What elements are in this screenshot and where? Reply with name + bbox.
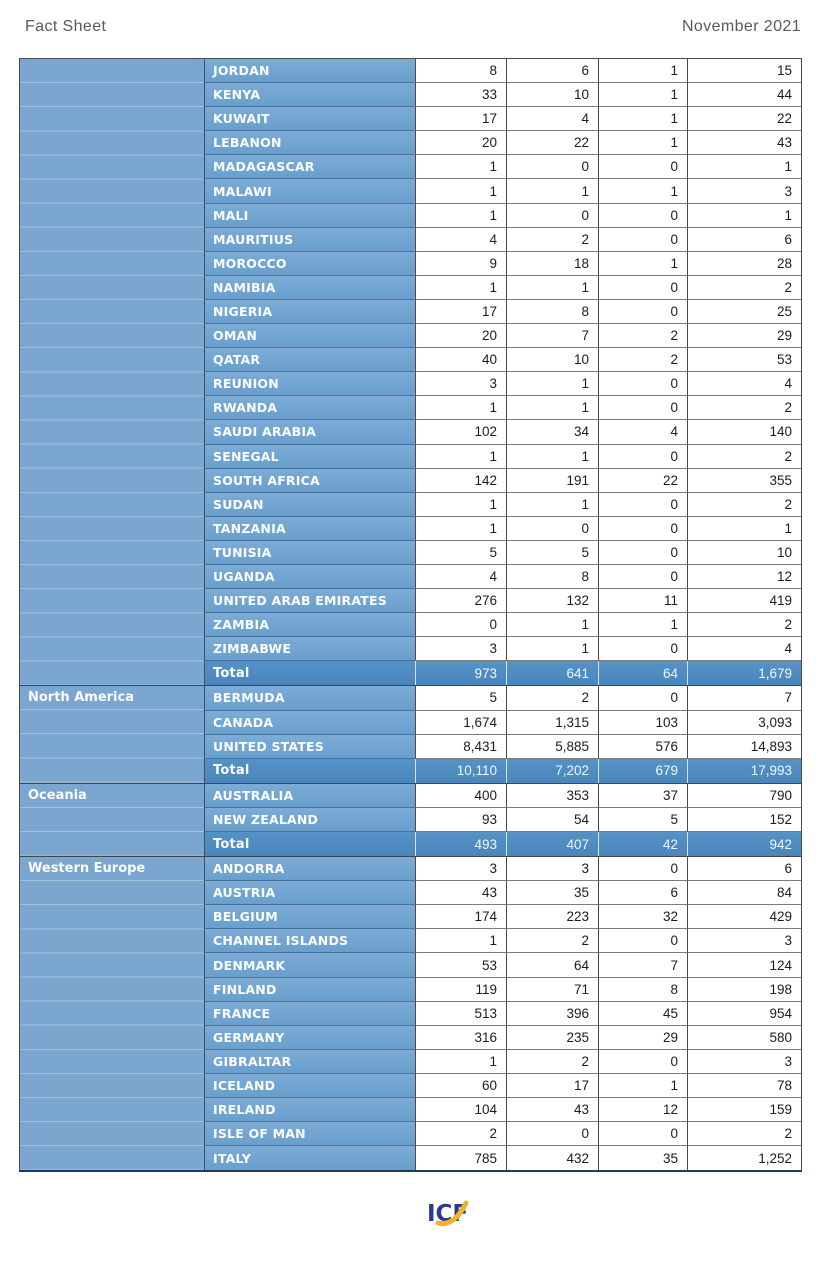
- value-cell: 5: [415, 686, 506, 710]
- icf-logo-text: ICF: [427, 1201, 469, 1227]
- value-cell: 5: [598, 808, 687, 832]
- value-cell: 513: [415, 1002, 506, 1026]
- value-cell: 1,674: [415, 711, 506, 735]
- country-cell: SENEGAL: [205, 445, 415, 469]
- value-cell: 3,093: [687, 711, 801, 735]
- value-cell: 1: [598, 107, 687, 131]
- country-cell: MOROCCO: [205, 252, 415, 276]
- value-cell: 8: [506, 300, 598, 324]
- country-cell: AUSTRIA: [205, 881, 415, 905]
- value-cell: 198: [687, 978, 801, 1002]
- value-cell: 1: [506, 396, 598, 420]
- value-cell: 0: [506, 204, 598, 228]
- total-value-cell: 493: [415, 832, 506, 856]
- value-cell: 45: [598, 1002, 687, 1026]
- value-cell: 84: [687, 881, 801, 905]
- value-cell: 2: [598, 324, 687, 348]
- table-row: [205, 1146, 801, 1170]
- value-cell: 22: [598, 469, 687, 493]
- value-cell: 2: [506, 929, 598, 953]
- total-value-cell: 641: [506, 661, 598, 685]
- table-row: [205, 252, 801, 276]
- value-cell: 1: [506, 445, 598, 469]
- value-cell: 0: [598, 686, 687, 710]
- value-cell: 34: [506, 420, 598, 444]
- value-cell: 1: [687, 204, 801, 228]
- country-cell: ISLE OF MAN: [205, 1122, 415, 1146]
- table-row: [205, 881, 801, 905]
- value-cell: 1: [506, 493, 598, 517]
- value-cell: 14,893: [687, 735, 801, 759]
- value-cell: 2: [506, 1050, 598, 1074]
- value-cell: 29: [598, 1026, 687, 1050]
- value-cell: 2: [415, 1122, 506, 1146]
- value-cell: 5: [506, 541, 598, 565]
- table-row: [205, 589, 801, 613]
- country-cell: GIBRALTAR: [205, 1050, 415, 1074]
- country-cell: ICELAND: [205, 1074, 415, 1098]
- value-cell: 119: [415, 978, 506, 1002]
- page-date: November 2021: [681, 18, 801, 35]
- page-title: Fact Sheet: [25, 18, 107, 35]
- value-cell: 355: [687, 469, 801, 493]
- value-cell: 4: [506, 107, 598, 131]
- value-cell: 104: [415, 1098, 506, 1122]
- value-cell: 6: [598, 881, 687, 905]
- table-row: [205, 784, 801, 808]
- value-cell: 12: [598, 1098, 687, 1122]
- country-cell: KUWAIT: [205, 107, 415, 131]
- country-cell: LEBANON: [205, 131, 415, 155]
- country-cell: UNITED STATES: [205, 735, 415, 759]
- value-cell: 1,252: [687, 1146, 801, 1170]
- value-cell: 10: [687, 541, 801, 565]
- value-cell: 235: [506, 1026, 598, 1050]
- value-cell: 43: [687, 131, 801, 155]
- value-cell: 1: [687, 517, 801, 541]
- country-cell: NEW ZEALAND: [205, 808, 415, 832]
- region-cell: [20, 857, 205, 1170]
- value-cell: 12: [687, 565, 801, 589]
- table-row: [205, 155, 801, 179]
- value-cell: 64: [506, 953, 598, 977]
- value-cell: 4: [687, 372, 801, 396]
- value-cell: 1: [598, 613, 687, 637]
- total-value-cell: 7,202: [506, 759, 598, 783]
- table-row: [205, 179, 801, 203]
- value-cell: 2: [687, 1122, 801, 1146]
- value-cell: 35: [506, 881, 598, 905]
- value-cell: 0: [598, 1050, 687, 1074]
- value-cell: 223: [506, 905, 598, 929]
- country-cell: QATAR: [205, 348, 415, 372]
- value-cell: 353: [506, 784, 598, 808]
- value-cell: 11: [598, 589, 687, 613]
- region-rows: [205, 857, 801, 1170]
- country-cell: ANDORRA: [205, 857, 415, 881]
- value-cell: 3: [415, 637, 506, 661]
- country-cell: IRELAND: [205, 1098, 415, 1122]
- value-cell: 576: [598, 735, 687, 759]
- region-section: [20, 59, 801, 685]
- value-cell: 1: [415, 179, 506, 203]
- value-cell: 140: [687, 420, 801, 444]
- value-cell: 3: [687, 179, 801, 203]
- value-cell: 790: [687, 784, 801, 808]
- value-cell: 7: [687, 686, 801, 710]
- value-cell: 93: [415, 808, 506, 832]
- value-cell: 54: [506, 808, 598, 832]
- table-row: [205, 204, 801, 228]
- value-cell: 0: [598, 857, 687, 881]
- region-section: [20, 685, 801, 782]
- value-cell: 1: [415, 493, 506, 517]
- country-cell: ZIMBABWE: [205, 637, 415, 661]
- region-rows: [205, 59, 801, 685]
- table-row: [205, 613, 801, 637]
- value-cell: 2: [506, 686, 598, 710]
- value-cell: 0: [506, 517, 598, 541]
- region-section: [20, 856, 801, 1170]
- table-row: [205, 445, 801, 469]
- value-cell: 1: [506, 637, 598, 661]
- country-cell: TUNISIA: [205, 541, 415, 565]
- value-cell: 40: [415, 348, 506, 372]
- value-cell: 0: [598, 204, 687, 228]
- value-cell: 1: [506, 276, 598, 300]
- country-cell: GERMANY: [205, 1026, 415, 1050]
- value-cell: 429: [687, 905, 801, 929]
- value-cell: 191: [506, 469, 598, 493]
- total-value-cell: 17,993: [687, 759, 801, 783]
- value-cell: 419: [687, 589, 801, 613]
- value-cell: 4: [598, 420, 687, 444]
- value-cell: 1: [415, 445, 506, 469]
- value-cell: 1: [598, 252, 687, 276]
- value-cell: 2: [687, 396, 801, 420]
- table-row: [205, 131, 801, 155]
- table-row: [205, 396, 801, 420]
- value-cell: 103: [598, 711, 687, 735]
- country-cell: KENYA: [205, 83, 415, 107]
- value-cell: 0: [598, 1122, 687, 1146]
- country-cell: MALAWI: [205, 179, 415, 203]
- total-label: Total: [205, 832, 415, 856]
- value-cell: 15: [687, 59, 801, 83]
- value-cell: 400: [415, 784, 506, 808]
- table-row: [205, 1098, 801, 1122]
- table-row: [205, 469, 801, 493]
- region-cell: [20, 59, 205, 685]
- table-row: [205, 228, 801, 252]
- table-row: [205, 420, 801, 444]
- value-cell: 37: [598, 784, 687, 808]
- value-cell: 4: [415, 565, 506, 589]
- value-cell: 1: [598, 179, 687, 203]
- value-cell: 7: [598, 953, 687, 977]
- value-cell: 1: [598, 83, 687, 107]
- country-cell: SUDAN: [205, 493, 415, 517]
- value-cell: 8: [506, 565, 598, 589]
- total-label: Total: [205, 759, 415, 783]
- table-row: [205, 324, 801, 348]
- value-cell: 1: [415, 276, 506, 300]
- value-cell: 1: [687, 155, 801, 179]
- value-cell: 5,885: [506, 735, 598, 759]
- value-cell: 7: [506, 324, 598, 348]
- region-rows: [205, 686, 801, 782]
- value-cell: 0: [506, 155, 598, 179]
- value-cell: 1: [598, 131, 687, 155]
- country-cell: ITALY: [205, 1146, 415, 1170]
- value-cell: 1: [598, 59, 687, 83]
- total-value-cell: 679: [598, 759, 687, 783]
- country-cell: SOUTH AFRICA: [205, 469, 415, 493]
- value-cell: 8,431: [415, 735, 506, 759]
- table-row: [205, 857, 801, 881]
- value-cell: 71: [506, 978, 598, 1002]
- table-row: [205, 1074, 801, 1098]
- region-label: Western Europe: [28, 861, 146, 877]
- value-cell: 6: [687, 857, 801, 881]
- value-cell: 580: [687, 1026, 801, 1050]
- country-cell: UNITED ARAB EMIRATES: [205, 589, 415, 613]
- value-cell: 0: [598, 541, 687, 565]
- country-cell: NIGERIA: [205, 300, 415, 324]
- value-cell: 4: [687, 637, 801, 661]
- value-cell: 20: [415, 131, 506, 155]
- value-cell: 1: [506, 179, 598, 203]
- table-row: [205, 300, 801, 324]
- value-cell: 3: [415, 372, 506, 396]
- country-cell: BELGIUM: [205, 905, 415, 929]
- value-cell: 35: [598, 1146, 687, 1170]
- country-cell: MALI: [205, 204, 415, 228]
- value-cell: 3: [687, 929, 801, 953]
- value-cell: 2: [687, 276, 801, 300]
- value-cell: 10: [506, 348, 598, 372]
- table-row: [205, 493, 801, 517]
- value-cell: 17: [506, 1074, 598, 1098]
- value-cell: 1: [598, 1074, 687, 1098]
- value-cell: 2: [506, 228, 598, 252]
- country-cell: CANADA: [205, 711, 415, 735]
- value-cell: 1: [415, 204, 506, 228]
- table-row: [205, 1122, 801, 1146]
- value-cell: 0: [506, 1122, 598, 1146]
- value-cell: 142: [415, 469, 506, 493]
- country-cell: REUNION: [205, 372, 415, 396]
- total-row: [205, 661, 801, 685]
- total-value-cell: 1,679: [687, 661, 801, 685]
- value-cell: 0: [598, 929, 687, 953]
- value-cell: 276: [415, 589, 506, 613]
- value-cell: 432: [506, 1146, 598, 1170]
- value-cell: 43: [415, 881, 506, 905]
- value-cell: 102: [415, 420, 506, 444]
- value-cell: 0: [598, 300, 687, 324]
- value-cell: 316: [415, 1026, 506, 1050]
- table-row: [205, 565, 801, 589]
- fact-table: [19, 58, 802, 1172]
- value-cell: 159: [687, 1098, 801, 1122]
- table-row: [205, 686, 801, 710]
- country-cell: AUSTRALIA: [205, 784, 415, 808]
- value-cell: 20: [415, 324, 506, 348]
- region-label: North America: [28, 690, 134, 706]
- value-cell: 1: [415, 1050, 506, 1074]
- value-cell: 8: [598, 978, 687, 1002]
- value-cell: 124: [687, 953, 801, 977]
- value-cell: 0: [598, 396, 687, 420]
- icf-logo: [426, 1196, 474, 1228]
- region-label: [20, 59, 204, 63]
- footer: [426, 1196, 474, 1228]
- value-cell: 785: [415, 1146, 506, 1170]
- country-cell: UGANDA: [205, 565, 415, 589]
- value-cell: 8: [415, 59, 506, 83]
- region-cell: [20, 784, 205, 856]
- table-row: [205, 83, 801, 107]
- country-cell: FINLAND: [205, 978, 415, 1002]
- table-row: [205, 59, 801, 83]
- region-label: Oceania: [28, 787, 87, 803]
- value-cell: 132: [506, 589, 598, 613]
- table-row: [205, 541, 801, 565]
- value-cell: 44: [687, 83, 801, 107]
- value-cell: 3: [687, 1050, 801, 1074]
- value-cell: 2: [598, 348, 687, 372]
- value-cell: 28: [687, 252, 801, 276]
- value-cell: 396: [506, 1002, 598, 1026]
- value-cell: 33: [415, 83, 506, 107]
- value-cell: 29: [687, 324, 801, 348]
- value-cell: 10: [506, 83, 598, 107]
- table-row: [205, 517, 801, 541]
- country-cell: ZAMBIA: [205, 613, 415, 637]
- table-row: [205, 905, 801, 929]
- value-cell: 9: [415, 252, 506, 276]
- total-value-cell: 10,110: [415, 759, 506, 783]
- value-cell: 1: [415, 929, 506, 953]
- value-cell: 0: [598, 445, 687, 469]
- table-row: [205, 978, 801, 1002]
- total-row: [205, 759, 801, 783]
- value-cell: 1: [415, 155, 506, 179]
- value-cell: 0: [598, 276, 687, 300]
- value-cell: 174: [415, 905, 506, 929]
- region-rows: [205, 784, 801, 856]
- value-cell: 60: [415, 1074, 506, 1098]
- value-cell: 2: [687, 613, 801, 637]
- value-cell: 0: [598, 493, 687, 517]
- country-cell: JORDAN: [205, 59, 415, 83]
- country-cell: MAURITIUS: [205, 228, 415, 252]
- value-cell: 1,315: [506, 711, 598, 735]
- region-cell: [20, 686, 205, 782]
- value-cell: 0: [598, 565, 687, 589]
- country-cell: TANZANIA: [205, 517, 415, 541]
- table-row: [205, 808, 801, 832]
- value-cell: 53: [415, 953, 506, 977]
- value-cell: 6: [506, 59, 598, 83]
- value-cell: 18: [506, 252, 598, 276]
- value-cell: 1: [415, 396, 506, 420]
- value-cell: 32: [598, 905, 687, 929]
- total-value-cell: 42: [598, 832, 687, 856]
- value-cell: 0: [598, 517, 687, 541]
- total-value-cell: 407: [506, 832, 598, 856]
- table-row: [205, 107, 801, 131]
- value-cell: 53: [687, 348, 801, 372]
- value-cell: 25: [687, 300, 801, 324]
- value-cell: 152: [687, 808, 801, 832]
- country-cell: NAMIBIA: [205, 276, 415, 300]
- table-row: [205, 637, 801, 661]
- value-cell: 1: [506, 372, 598, 396]
- value-cell: 3: [506, 857, 598, 881]
- country-cell: DENMARK: [205, 953, 415, 977]
- total-value-cell: 973: [415, 661, 506, 685]
- value-cell: 43: [506, 1098, 598, 1122]
- country-cell: MADAGASCAR: [205, 155, 415, 179]
- value-cell: 22: [687, 107, 801, 131]
- value-cell: 954: [687, 1002, 801, 1026]
- region-section: [20, 783, 801, 856]
- value-cell: 17: [415, 107, 506, 131]
- total-label: Total: [205, 661, 415, 685]
- value-cell: 0: [415, 613, 506, 637]
- value-cell: 0: [598, 372, 687, 396]
- table-row: [205, 1002, 801, 1026]
- country-cell: CHANNEL ISLANDS: [205, 929, 415, 953]
- table-row: [205, 735, 801, 759]
- table-row: [205, 1050, 801, 1074]
- value-cell: 78: [687, 1074, 801, 1098]
- table-row: [205, 372, 801, 396]
- value-cell: 17: [415, 300, 506, 324]
- value-cell: 5: [415, 541, 506, 565]
- table-row: [205, 929, 801, 953]
- table-row: [205, 711, 801, 735]
- value-cell: 0: [598, 228, 687, 252]
- value-cell: 22: [506, 131, 598, 155]
- table-row: [205, 276, 801, 300]
- value-cell: 4: [415, 228, 506, 252]
- table-row: [205, 953, 801, 977]
- value-cell: 6: [687, 228, 801, 252]
- value-cell: 0: [598, 155, 687, 179]
- value-cell: 1: [415, 517, 506, 541]
- value-cell: 2: [687, 493, 801, 517]
- country-cell: OMAN: [205, 324, 415, 348]
- value-cell: 0: [598, 637, 687, 661]
- country-cell: FRANCE: [205, 1002, 415, 1026]
- total-row: [205, 832, 801, 856]
- total-value-cell: 942: [687, 832, 801, 856]
- value-cell: 3: [415, 857, 506, 881]
- value-cell: 1: [506, 613, 598, 637]
- country-cell: SAUDI ARABIA: [205, 420, 415, 444]
- table-row: [205, 1026, 801, 1050]
- table-row: [205, 348, 801, 372]
- value-cell: 2: [687, 445, 801, 469]
- country-cell: RWANDA: [205, 396, 415, 420]
- country-cell: BERMUDA: [205, 686, 415, 710]
- total-value-cell: 64: [598, 661, 687, 685]
